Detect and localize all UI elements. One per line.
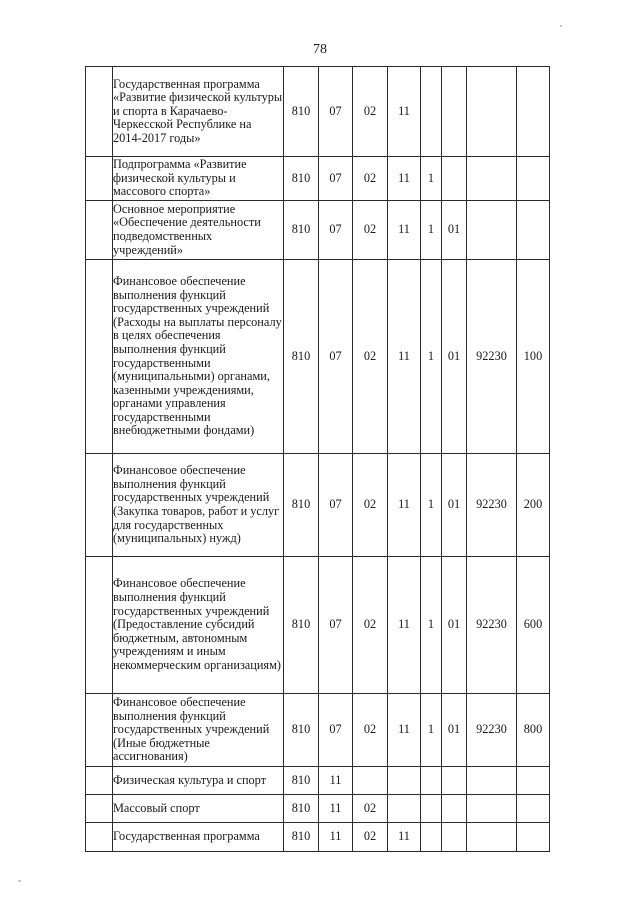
ministry-code: 810 [284, 260, 319, 454]
direction-code [467, 823, 517, 851]
section-code: 07 [319, 201, 353, 260]
expense-type-code [517, 67, 550, 157]
expense-type-code: 100 [517, 260, 550, 454]
subsection-code: 02 [353, 795, 388, 823]
ministry-code: 810 [284, 767, 319, 795]
direction-code [467, 767, 517, 795]
direction-code: 92230 [467, 694, 517, 767]
expense-type-code: 200 [517, 454, 550, 557]
direction-code: 92230 [467, 260, 517, 454]
table-row [86, 694, 550, 767]
section-code: 11 [319, 795, 353, 823]
event-code: 01 [442, 454, 467, 557]
section-code: 07 [319, 260, 353, 454]
subsection-code: 02 [353, 201, 388, 260]
subprogram-code [421, 767, 442, 795]
row-blank-cell [86, 157, 113, 201]
event-code [442, 67, 467, 157]
ministry-code: 810 [284, 201, 319, 260]
program-code [388, 767, 421, 795]
subprogram-code [421, 795, 442, 823]
direction-code [467, 795, 517, 823]
row-blank-cell [86, 260, 113, 454]
row-blank-cell [86, 767, 113, 795]
expense-type-code: 600 [517, 557, 550, 694]
row-blank-cell [86, 823, 113, 851]
section-code: 07 [319, 157, 353, 201]
program-code: 11 [388, 201, 421, 260]
subsection-code: 02 [353, 454, 388, 557]
section-code: 11 [319, 767, 353, 795]
table-row [86, 157, 550, 201]
expense-type-code [517, 201, 550, 260]
ministry-code: 810 [284, 823, 319, 851]
scan-mark [18, 880, 21, 882]
subsection-code [353, 767, 388, 795]
direction-code [467, 67, 517, 157]
direction-code [467, 157, 517, 201]
program-code: 11 [388, 260, 421, 454]
program-code [388, 795, 421, 823]
row-blank-cell [86, 694, 113, 767]
subprogram-code [421, 823, 442, 851]
section-code: 11 [319, 823, 353, 851]
item-name: Подпрограмма «Развитие физической культуры и массового спорта» [113, 157, 284, 201]
item-name: Массовый спорт [113, 795, 284, 823]
ministry-code: 810 [284, 795, 319, 823]
row-blank-cell [86, 67, 113, 157]
expense-type-code [517, 767, 550, 795]
direction-code [467, 201, 517, 260]
item-name: Финансовое обеспечение выполнения функций государственных учреждений (Закупка товаров, работ и услуг для государственных (муниципальных) нужд) [113, 454, 284, 557]
subsection-code: 02 [353, 67, 388, 157]
ministry-code: 810 [284, 67, 319, 157]
subprogram-code [421, 67, 442, 157]
event-code [442, 767, 467, 795]
row-blank-cell [86, 557, 113, 694]
subprogram-code: 1 [421, 260, 442, 454]
subprogram-code: 1 [421, 694, 442, 767]
item-name: Финансовое обеспечение выполнения функций государственных учреждений (Расходы на выплаты персоналу в целях обеспечения выполнения функций государственными (муниципальными) органами, казенными учреждениями, органами управления государственными внебюджетными фондами) [113, 260, 284, 454]
direction-code: 92230 [467, 454, 517, 557]
section-code: 07 [319, 557, 353, 694]
program-code: 11 [388, 557, 421, 694]
direction-code: 92230 [467, 557, 517, 694]
budget-table [85, 66, 550, 852]
event-code: 01 [442, 201, 467, 260]
table-row [86, 795, 550, 823]
ministry-code: 810 [284, 557, 319, 694]
table-row [86, 557, 550, 694]
program-code: 11 [388, 823, 421, 851]
expense-type-code: 800 [517, 694, 550, 767]
budget-table-body [86, 67, 550, 852]
expense-type-code [517, 157, 550, 201]
scan-mark [560, 25, 562, 27]
subsection-code: 02 [353, 694, 388, 767]
event-code [442, 157, 467, 201]
table-row [86, 767, 550, 795]
event-code: 01 [442, 557, 467, 694]
table-row [86, 454, 550, 557]
section-code: 07 [319, 694, 353, 767]
table-row [86, 201, 550, 260]
item-name: Государственная программа «Развитие физической культуры и спорта в Карачаево-Черкесской Республике на 2014-2017 годы» [113, 67, 284, 157]
subsection-code: 02 [353, 557, 388, 694]
expense-type-code [517, 795, 550, 823]
subprogram-code: 1 [421, 201, 442, 260]
expense-type-code [517, 823, 550, 851]
row-blank-cell [86, 454, 113, 557]
item-name: Государственная программа [113, 823, 284, 851]
program-code: 11 [388, 157, 421, 201]
row-blank-cell [86, 201, 113, 260]
item-name: Финансовое обеспечение выполнения функций государственных учреждений (Иные бюджетные ассигнования) [113, 694, 284, 767]
item-name: Основное мероприятие «Обеспечение деятельности подведомственных учреждений» [113, 201, 284, 260]
page-number: 78 [313, 42, 327, 57]
row-blank-cell [86, 795, 113, 823]
ministry-code: 810 [284, 157, 319, 201]
event-code: 01 [442, 260, 467, 454]
subprogram-code: 1 [421, 557, 442, 694]
program-code: 11 [388, 694, 421, 767]
program-code: 11 [388, 67, 421, 157]
table-row [86, 260, 550, 454]
ministry-code: 810 [284, 454, 319, 557]
subsection-code: 02 [353, 823, 388, 851]
event-code [442, 823, 467, 851]
section-code: 07 [319, 67, 353, 157]
table-row [86, 823, 550, 851]
item-name: Финансовое обеспечение выполнения функций государственных учреждений (Предоставление субсидий бюджетным, автономным учреждениям и иным некоммерческим организациям) [113, 557, 284, 694]
item-name: Физическая культура и спорт [113, 767, 284, 795]
subprogram-code: 1 [421, 157, 442, 201]
event-code [442, 795, 467, 823]
subprogram-code: 1 [421, 454, 442, 557]
ministry-code: 810 [284, 694, 319, 767]
section-code: 07 [319, 454, 353, 557]
program-code: 11 [388, 454, 421, 557]
subsection-code: 02 [353, 157, 388, 201]
event-code: 01 [442, 694, 467, 767]
subsection-code: 02 [353, 260, 388, 454]
table-row [86, 67, 550, 157]
